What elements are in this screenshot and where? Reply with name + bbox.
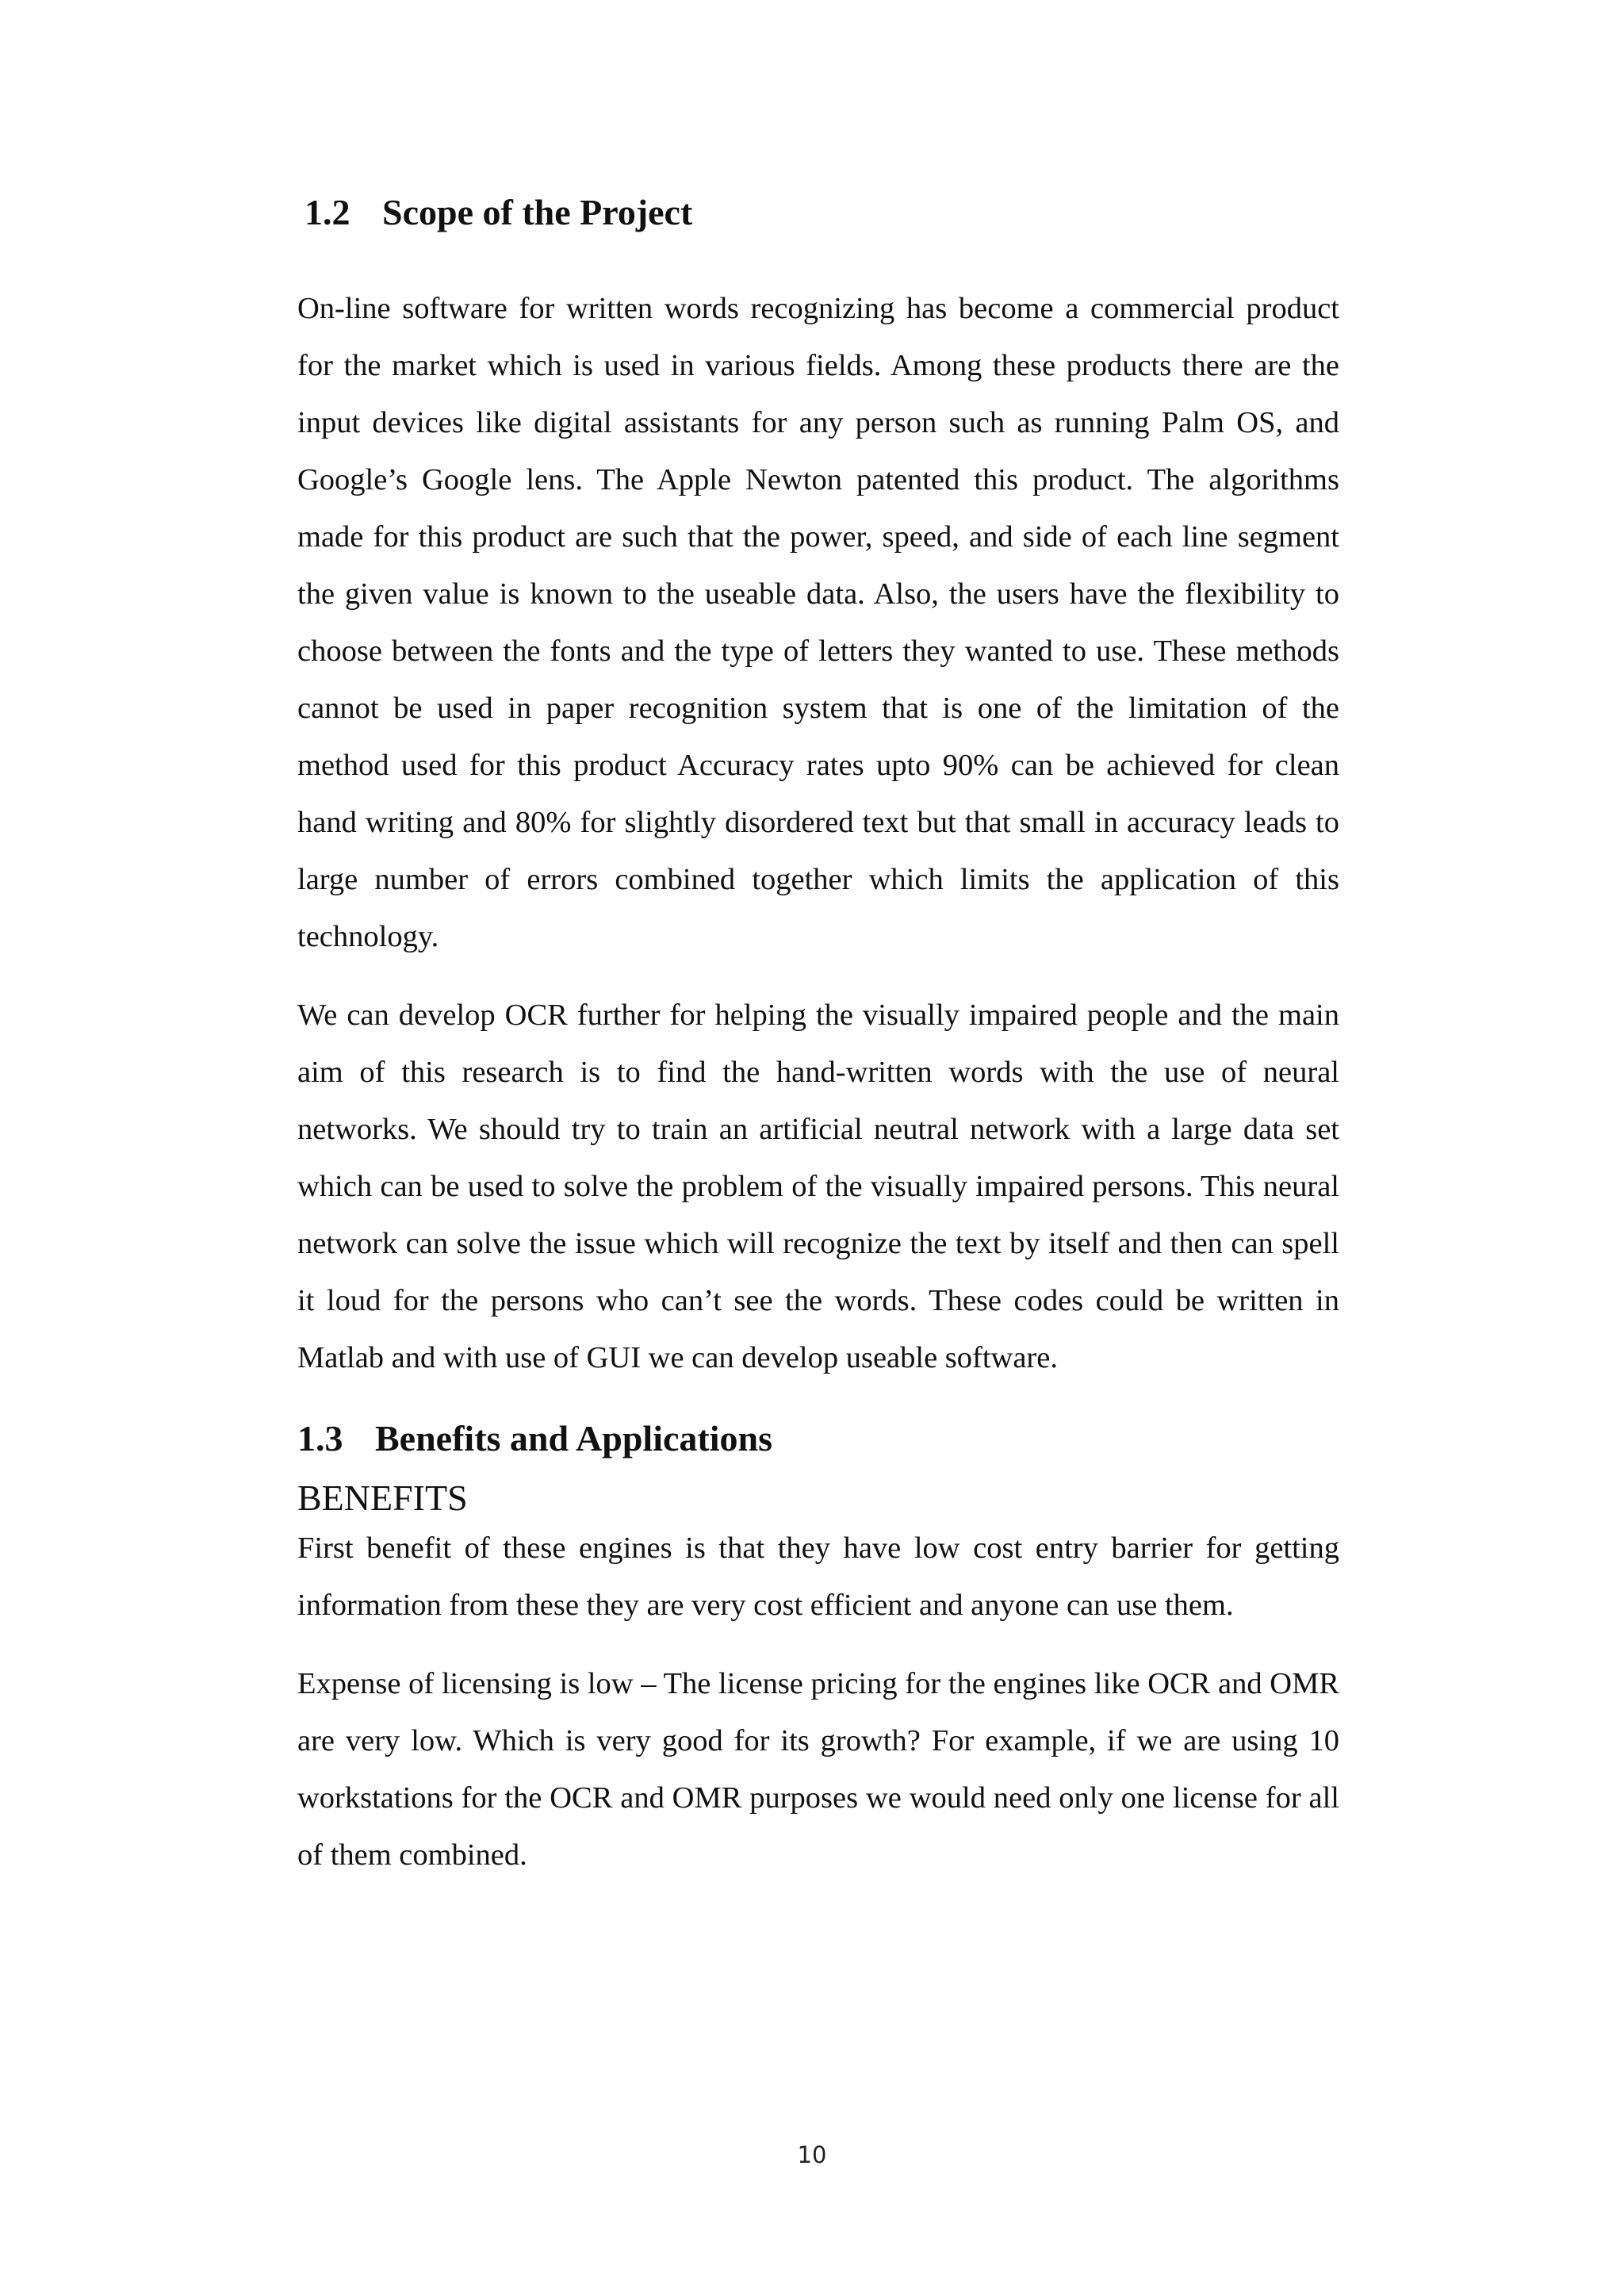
subheading-benefits: BENEFITS [297,1478,468,1519]
page-number: 10 [797,2141,827,2168]
paragraph-scope-2: We can develop OCR further for helping the visually impaired people and the main aim of this research is to find the hand-written words with the use of neural networks. We should try to train an artificial neutral network with a large data set which can be used to solve the problem of the visually impaired persons. This neural network can solve the issue which will recognize the text by itself and then can spell it loud for the persons who can’t see the words. These codes could be written in Matlab and with use of GUI we can develop useable software. [297,999,1339,1375]
paragraph-benefits-2: Expense of licensing is low – The license pricing for the engines like OCR and OMR are very low. Which is very good for its growth? For example, if we are using 10 workstations for the OCR and OMR purposes we would need only one license for all of them combined. [297,1667,1339,1872]
section-number: 1.3 [297,1418,343,1459]
section-title: Benefits and Applications [375,1418,772,1459]
section-title: Scope of the Project [382,192,693,232]
paragraph-scope-1: On-line software for written words recognizing has become a commercial product for the market which is used in various fields. Among these products there are the input devices like digital assistants for any person such as running Palm OS, and Google’s Google lens. The Apple Newton patented this product. The algorithms made for this product are such that the power, speed, and side of each line segment the given value is known to the useable data. Also, the users have the flexibility to choose between the fonts and the type of letters they wanted to use. These methods cannot be used in paper recognition system that is one of the limitation of the method used for this product Accuracy rates upto 90% can be achieved for clean hand writing and 80% for slightly disordered text but that small in accuracy leads to large number of errors combined together which limits the application of this technology. [297,292,1339,954]
page-content [297,190,1339,1905]
section-heading-scope [304,190,1339,234]
paragraph-benefits-1: First benefit of these engines is that they have low cost entry barrier for getting information from these they are very cost efficient and anyone can use them. [297,1531,1339,1623]
section-heading-benefits [297,1416,1339,1460]
section-number: 1.2 [304,192,350,232]
